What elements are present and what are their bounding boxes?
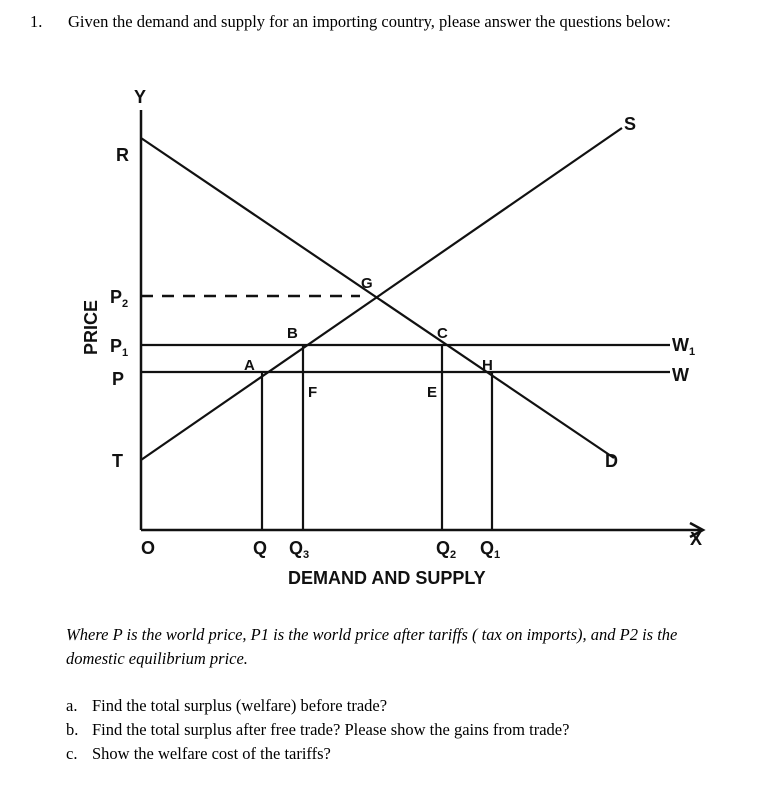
label-q2: $Q_2$	[436, 538, 457, 561]
label-p: P	[112, 369, 125, 389]
subquestion-a	[66, 694, 746, 718]
subquestion-b	[66, 718, 746, 742]
subquestion-text: Find the total surplus (welfare) before trade?	[92, 696, 388, 715]
subquestion-letter: b.	[66, 720, 79, 739]
subquestion-text: Find the total surplus after free trade? Please show the gains from trade?	[92, 720, 570, 739]
point-a: A	[244, 357, 255, 374]
point-h: H	[482, 357, 493, 374]
subquestion-text: Show the welfare cost of the tariffs?	[92, 744, 331, 763]
origin-label: O	[141, 538, 156, 558]
label-t: T	[112, 451, 123, 471]
price-axis-label: PRICE	[81, 299, 101, 355]
label-q1: $Q_1$	[480, 538, 501, 561]
point-b: B	[287, 325, 298, 342]
label-p1: $P_1$	[110, 336, 129, 359]
question-number: 1.	[30, 12, 43, 31]
subquestion-c	[66, 742, 746, 766]
point-c: C	[437, 325, 448, 342]
label-p2: $P_2$	[110, 287, 129, 310]
y-axis-label: Y	[134, 87, 147, 107]
point-f: F	[308, 384, 318, 401]
w1-label: $W_1$	[672, 335, 696, 358]
label-q3: $Q_3$	[289, 538, 310, 561]
figure-caption: Where P is the world price, P1 is the world price after tariffs ( tax on imports), and P2 is the domestic equilibrium price.	[66, 625, 678, 668]
x-axis-title: DEMAND AND SUPPLY	[288, 568, 486, 588]
point-e: E	[427, 384, 438, 401]
supply-curve	[141, 128, 622, 460]
label-q: Q	[253, 538, 268, 558]
subquestion-letter: a.	[66, 696, 78, 715]
demand-label: D	[605, 451, 618, 471]
point-g: G	[361, 275, 373, 292]
label-r: R	[116, 145, 129, 165]
supply-label: S	[624, 114, 637, 134]
w-label: W	[672, 365, 689, 385]
subquestion-letter: c.	[66, 744, 78, 763]
subquestion-list	[66, 694, 746, 766]
question-text: Given the demand and supply for an importing country, please answer the questions below:	[68, 12, 671, 31]
x-axis-label: X	[690, 529, 703, 549]
